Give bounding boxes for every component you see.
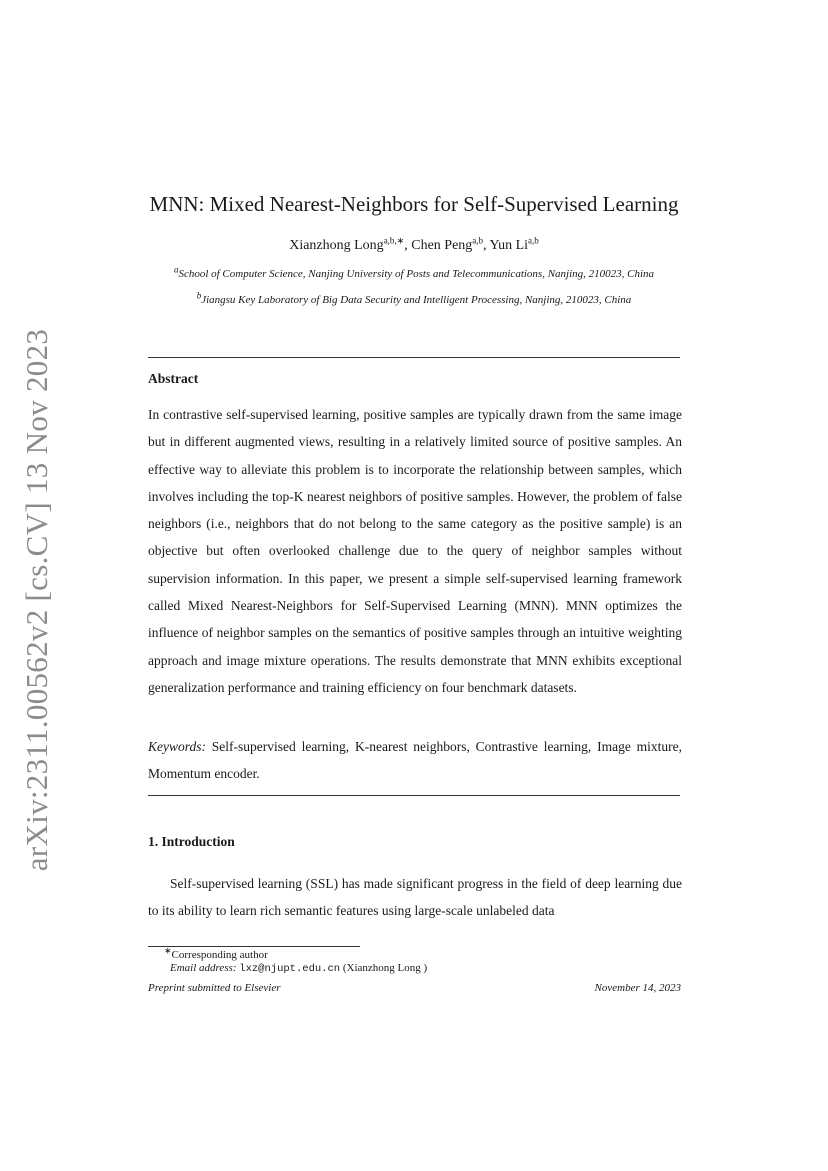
footnote-mark: ∗ (164, 945, 172, 956)
footnote-author-text: Corresponding author (171, 949, 268, 961)
footnote-corresponding-author (164, 945, 268, 961)
author-list: Xianzhong Long$^{a,b,∗}$, Chen Peng$^{a,b}$, Yun Li$^{a,b}$ (289, 235, 539, 253)
email-owner: (Xianzhong Long ) (342, 962, 428, 974)
abstract-text: In contrastive self-supervised learning, positive samples are typically drawn from the same image but in different augmented views, resulting in a relatively limited source of positive samples. An effective way to alleviate this problem is to incorporate the relationship between samples, which involves including the top-K nearest neighbors of positive samples. However, the problem of false neighbors (i.e., neighbors that do not belong to the same category as the positive sample) is an objective but often overlooked challenge due to the query of neighbor samples without supervision information. In this paper, we present a simple self-supervised learning framework called Mixed Nearest-Neighbors for Self-Supervised Learning (MNN). MNN optimizes the influence of neighbor samples on the semantics of positive samples through an intuitive weighting approach and image mixture operations. The results demonstrate that MNN exhibits exceptional generalization performance and training efficiency on four benchmark datasets. (148, 407, 682, 695)
affiliation-mark: b (196, 290, 202, 301)
introduction-text: Self-supervised learning (SSL) has made significant progress in the field of deep learning due to its ability to learn rich semantic features using large-scale unlabeled data (148, 876, 682, 919)
author-affiliation-mark: a,b (472, 235, 484, 246)
author-name: Chen Peng (411, 238, 473, 253)
affiliation-text: School of Computer Science, Nanjing University of Posts and Telecommunications, Nanjing, 210023, China (178, 268, 655, 280)
footnote-email (170, 962, 427, 975)
email-label: Email address: (170, 962, 237, 974)
affiliation-b (148, 290, 680, 307)
affiliation-text: Jiangsu Key Laboratory of Big Data Security and Intelligent Processing, Nanjing, 210023, China (201, 294, 632, 306)
email-address-link[interactable]: lxz@njupt.edu.cn (239, 963, 341, 975)
footnote-rule (148, 946, 360, 947)
abstract-top-rule (148, 357, 680, 358)
introduction-heading: 1. Introduction (148, 834, 235, 849)
abstract-bottom-rule (148, 795, 680, 796)
author-name: Yun Li (489, 238, 529, 253)
keywords-text: Self-supervised learning, K-nearest neighbors, Contrastive learning, Image mixture, Momentum encoder. (148, 739, 682, 782)
author-name: Xianzhong Long (289, 238, 384, 253)
preprint-note: Preprint submitted to Elsevier (148, 982, 281, 994)
keywords (148, 733, 682, 788)
abstract-heading: Abstract (148, 371, 199, 386)
author-affiliation-mark: a,b (528, 235, 539, 246)
affiliation-mark: a (173, 264, 179, 275)
arxiv-identifier-text: arXiv:2311.00562v2 [cs.CV] 13 Nov 2023 (19, 328, 54, 872)
author-affiliation-mark: a,b,∗ (383, 235, 405, 246)
keywords-label: Keywords: (148, 739, 206, 754)
preprint-date: November 14, 2023 (594, 982, 681, 994)
paper-title: MNN: Mixed Nearest-Neighbors for Self-Supervised Learning (149, 192, 679, 216)
affiliation-a (148, 264, 680, 281)
